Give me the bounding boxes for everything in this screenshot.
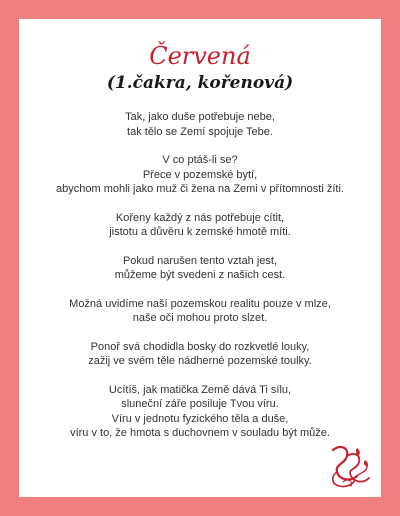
poem-body bbox=[19, 110, 381, 455]
poem-line: Přece v pozemské bytí, bbox=[142, 168, 258, 181]
poem-line: Tak, jako duše potřebuje nebe, bbox=[125, 111, 275, 123]
stanza bbox=[19, 340, 381, 369]
poem-line: víru v to, že hmota s duchovnem v souladu být může. bbox=[70, 427, 330, 439]
poem-line: sluneční záře posiluje Tvou víru. bbox=[121, 398, 279, 410]
poem-line: můžeme být svedeni z našich cest. bbox=[114, 269, 286, 281]
poem-subtitle: (1.čakra, kořenová) bbox=[106, 73, 294, 93]
poem-line: Ponoř svá chodidla bosky do rozkvetlé louky, bbox=[90, 340, 310, 353]
stanza bbox=[19, 383, 381, 441]
poem-line: naše oči mohou proto slzet. bbox=[132, 312, 268, 324]
poem-line: Víru v jednotu fyzického těla a duše, bbox=[111, 412, 289, 425]
stanza bbox=[19, 211, 381, 240]
stanza bbox=[19, 110, 381, 139]
poem-line: V co ptáš-li se? bbox=[162, 154, 238, 166]
poem-title: Červená bbox=[149, 42, 251, 70]
poem-line: Pokud narušen tento vztah jest, bbox=[122, 254, 278, 267]
poem-line: Ucítíš, jak matička Země dává Ti sílu, bbox=[108, 383, 292, 396]
poem-line: jistotu a důvěru k zemské hmotě míti. bbox=[109, 226, 291, 238]
poem-line: tak tělo se Zemí spojuje Tebe. bbox=[127, 125, 273, 138]
red-flourish-icon bbox=[327, 442, 373, 490]
poem-line: Kořeny každý z nás potřebuje cítit, bbox=[115, 211, 285, 224]
stanza bbox=[19, 297, 381, 326]
poem-line: zažij ve svém těle nádherné pozemské toulky. bbox=[88, 355, 312, 367]
poem-page bbox=[19, 19, 381, 497]
stanza bbox=[19, 153, 381, 197]
poem-line: abychom mohli jako muž či žena na Zemi v přítomnosti žíti. bbox=[56, 183, 344, 195]
stanza bbox=[19, 254, 381, 283]
poem-line: Možná uvidíme naší pozemskou realitu pouze v mlze, bbox=[69, 297, 331, 310]
